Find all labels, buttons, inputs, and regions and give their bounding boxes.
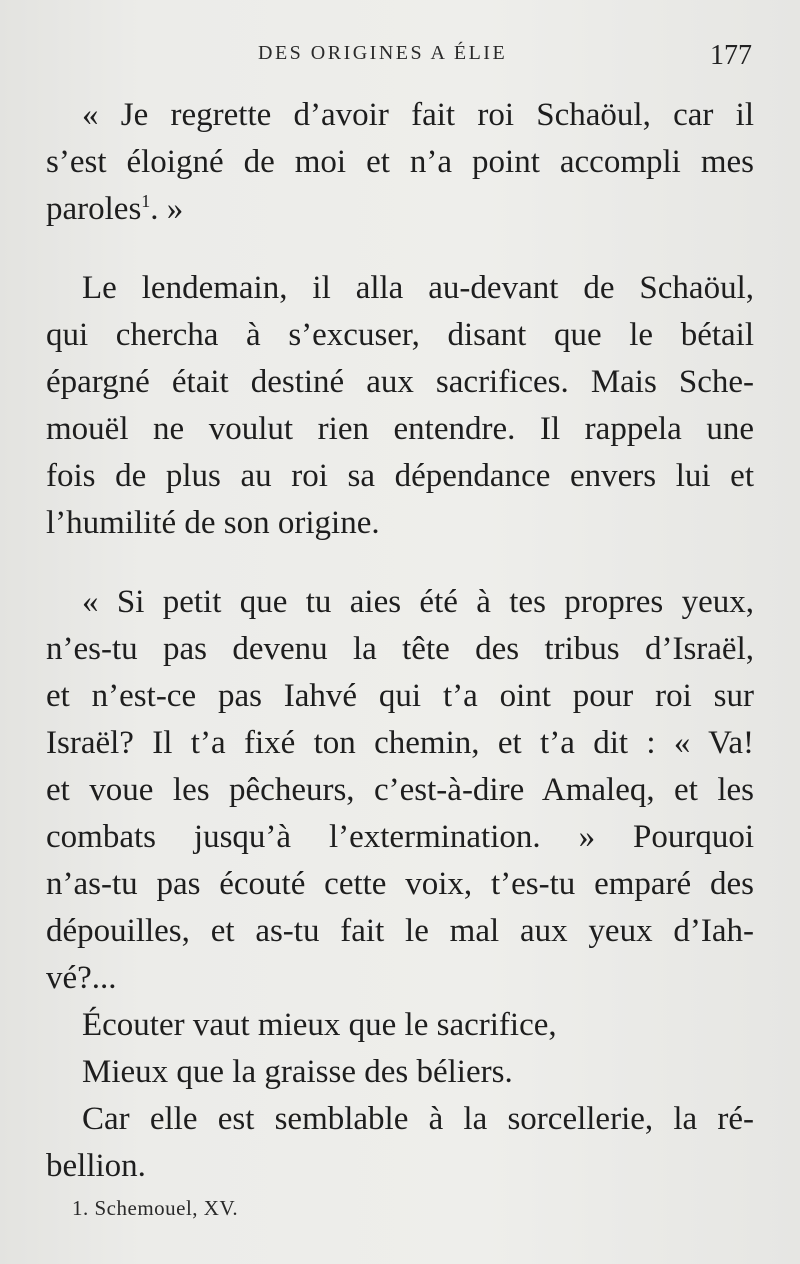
verse-line: Car elle est semblable à la sorcellerie, la ré- bbox=[82, 1101, 754, 1137]
paragraph-narrative bbox=[46, 265, 754, 547]
text-line: « Je regrette d’avoir fait roi Schaöul, car il bbox=[82, 97, 754, 133]
paragraph-spacer bbox=[46, 233, 754, 265]
text-line: et voue les pêcheurs, c’est-à-dire Amaleq, et les bbox=[46, 772, 754, 808]
paragraph-quote-1 bbox=[46, 92, 754, 233]
text-line: et n’est-ce pas Iahvé qui t’a oint pour roi sur bbox=[46, 678, 754, 714]
text-fragment: . » bbox=[150, 191, 184, 227]
text-line bbox=[46, 186, 754, 233]
text-line: dépouilles, et as-tu fait le mal aux yeux d’Iah- bbox=[46, 913, 754, 949]
footnote: 1. Schemouel, XV. bbox=[72, 1196, 239, 1220]
text-fragment: paroles bbox=[46, 191, 142, 227]
footnote-reference: 1 bbox=[141, 191, 151, 211]
text-line: fois de plus au roi sa dépendance envers lui et bbox=[46, 458, 754, 494]
running-title: DES ORIGINES A ÉLIE bbox=[258, 42, 508, 64]
text-line: l’humilité de son origine. bbox=[46, 505, 380, 541]
body-text bbox=[46, 92, 754, 1190]
verse-line: Écouter vaut mieux que le sacrifice, bbox=[82, 1007, 557, 1043]
paragraph-spacer bbox=[46, 547, 754, 579]
text-line: vé?... bbox=[46, 960, 117, 996]
text-line: Israël? Il t’a fixé ton chemin, et t’a dit : « Va! bbox=[46, 725, 754, 761]
text-line: épargné était destiné aux sacrifices. Mais Sche- bbox=[46, 364, 754, 400]
page-header bbox=[0, 42, 800, 72]
text-line: n’as-tu pas écouté cette voix, t’es-tu emparé des bbox=[46, 866, 754, 902]
text-line: « Si petit que tu aies été à tes propres yeux, bbox=[82, 584, 754, 620]
text-line: n’es-tu pas devenu la tête des tribus d’Israël, bbox=[46, 631, 754, 667]
paragraph-quote-2 bbox=[46, 579, 754, 1002]
text-line: qui chercha à s’excuser, disant que le bétail bbox=[46, 317, 754, 353]
verse-quote bbox=[46, 1002, 754, 1190]
text-line: mouël ne voulut rien entendre. Il rappela une bbox=[46, 411, 754, 447]
text-line: s’est éloigné de moi et n’a point accompli mes bbox=[46, 144, 754, 180]
text-line: Le lendemain, il alla au-devant de Schaöul, bbox=[82, 270, 754, 306]
verse-line: Mieux que la graisse des béliers. bbox=[82, 1054, 513, 1090]
page-number: 177 bbox=[710, 40, 752, 71]
text-line: combats jusqu’à l’extermination. » Pourquoi bbox=[46, 819, 754, 855]
verse-line: bellion. bbox=[46, 1148, 146, 1184]
